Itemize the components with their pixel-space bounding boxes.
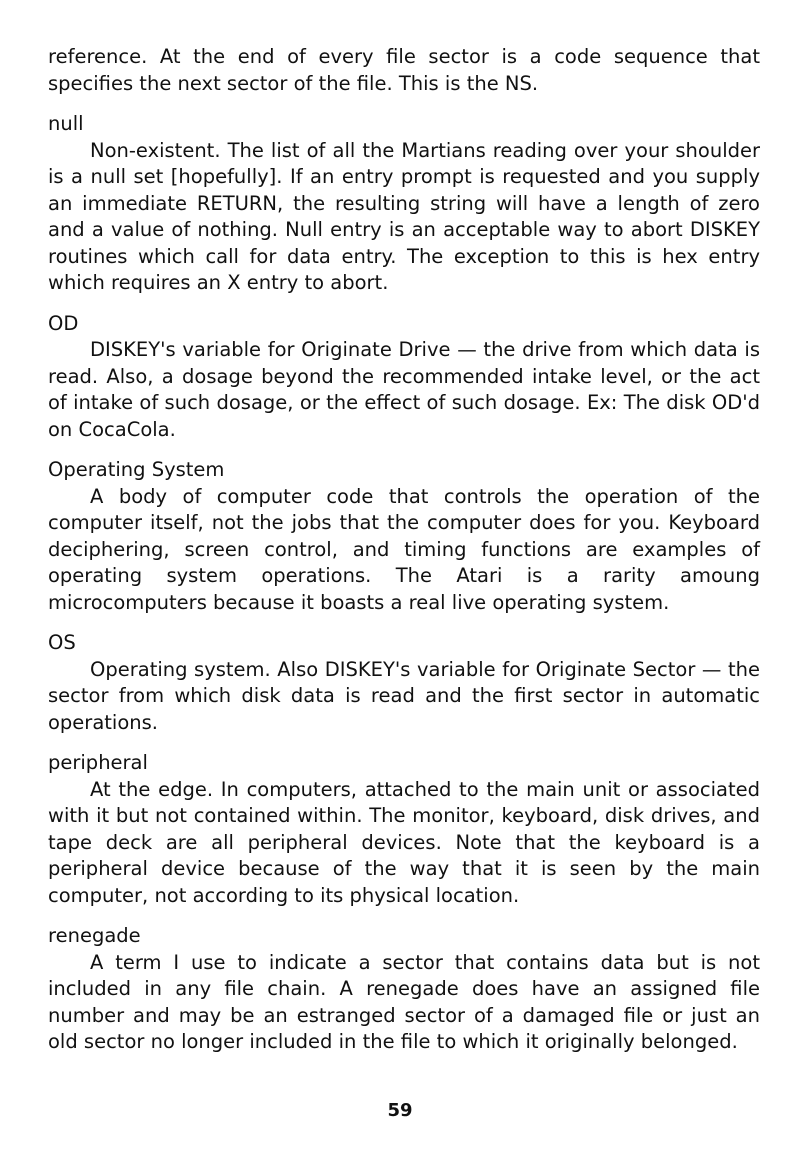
glossary-definition: A term I use to indicate a sector that contains data but is not included in any file chain. A renegade does have an assigned file number and may be an estranged sector of a damaged file or just an old sector no longer included in the file to which it originally belonged. <box>48 950 760 1053</box>
glossary-term: OS <box>48 631 76 654</box>
glossary-term: OD <box>48 311 79 335</box>
intro-paragraph: reference. At the end of every file sector is a code sequence that specifies the next sector of the file. This is the NS. <box>48 45 760 95</box>
glossary-term: peripheral <box>48 751 148 774</box>
glossary-entry-od <box>48 311 760 444</box>
glossary-entry-peripheral <box>48 750 760 909</box>
glossary-term: null <box>48 112 84 135</box>
glossary-definition: At the edge. In computers, attached to the main unit or associated with it but not contained within. The monitor, keyboard, disk drives, and tape deck are all peripheral devices. Note that the keyboard is a peripheral device because of the way that it is seen by the main computer, not according to its physical location. <box>48 777 760 907</box>
page-number: 59 <box>387 1100 413 1121</box>
glossary-term: renegade <box>48 924 141 947</box>
glossary-term: Operating System <box>48 458 225 481</box>
glossary-entry-operating-system <box>48 457 760 616</box>
glossary-definition: Non-existent. The list of all the Martians reading over your shoulder is a null set [hopefully]. If an entry prompt is requested and you supply an immediate RETURN, the resulting string will have a length of zero and a value of nothing. Null entry is an acceptable way to abort DISKEY routines which call for data entry. The exception to this is hex entry which requires an X entry to abort. <box>48 138 760 294</box>
glossary-entry-renegade <box>48 923 760 1056</box>
glossary-definition: DISKEY's variable for Originate Drive — the drive from which data is read. Also, a dosage beyond the recommended intake level, or the act of intake of such dosage, or the effect of such dosage. Ex: The disk OD'd on CocaCola. <box>48 338 760 441</box>
glossary-entry-null <box>48 111 760 297</box>
glossary-entry-os <box>48 630 760 736</box>
glossary-definition: A body of computer code that controls the operation of the computer itself, not the jobs that the computer does for you. Keyboard deciphering, screen control, and timing functions are examples of operating system operations. The Atari is a rarity amoung microcomputers because it boasts a real live operating system. <box>48 484 760 614</box>
glossary-definition: Operating system. Also DISKEY's variable for Originate Sector — the sector from which disk data is read and the first sector in automatic operations. <box>48 657 760 734</box>
